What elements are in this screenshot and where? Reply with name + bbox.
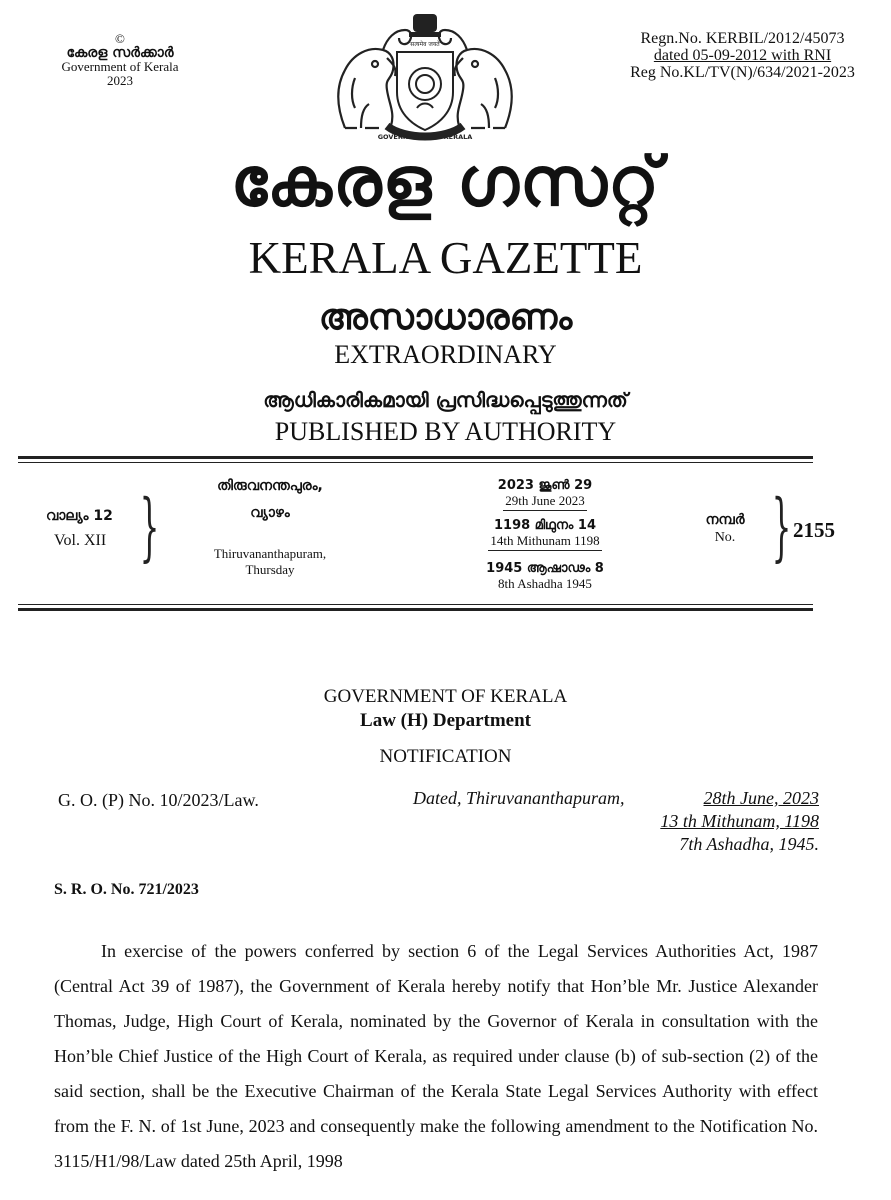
extraordinary-malayalam: അസാധാരണം <box>318 297 573 338</box>
notice-date-malayalam-era: 13 th Mithunam, 1198 <box>660 811 819 831</box>
notice-date-saka: 7th Ashadha, 1945. <box>679 834 819 854</box>
date-gregorian-malayalam: 2023 ജൂൺ 29 <box>497 478 593 493</box>
divider-top-thin <box>18 462 813 463</box>
date-kollam-english: 14th Mithunam 1198 <box>488 533 601 551</box>
notification-body: In exercise of the powers conferred by section 6 of the Legal Services Authorities Act, 1987 (Central Act 39 of 1987), the Government of Kerala hereby notify that Hon’ble Mr. Justice Alexander Thomas, Judge, High Court of Kerala, nominated by the Governor of Kerala in consultation with the Hon’ble Chief Justice of the High Court of Kerala, as required under clause (b) of sub-section (2) of the said section, shall be the Executive Chairman of the Kerala State Legal Services Authority with effect from the F. N. of 1st June, 2023 and consequently make the following amendment to the Notification No. 3115/H1/98/Law dated 25th April, 1998 <box>54 941 818 1171</box>
date-kollam <box>455 518 635 551</box>
number-label-malayalam: നമ്പർ <box>705 512 745 528</box>
day-english: Thursday <box>245 562 295 577</box>
date-gregorian <box>455 478 635 511</box>
publisher-malayalam: കേരള സർക്കാർ <box>66 45 174 61</box>
publisher-english: Government of Kerala <box>61 59 179 74</box>
divider-bottom-thin <box>18 604 813 605</box>
government-heading: GOVERNMENT OF KERALA <box>323 686 568 707</box>
day-malayalam: വ്യാഴം <box>250 505 290 521</box>
issue-number: 2155 <box>793 518 835 542</box>
regn-line-2: dated 05-09-2012 with RNI <box>653 47 832 64</box>
regn-line-1: Regn.No. KERBIL/2012/45073 <box>640 30 845 47</box>
date-gregorian-english: 29th June 2023 <box>503 493 586 511</box>
date-saka-malayalam: 1945 ആഷാഢം 8 <box>486 561 604 576</box>
notice-date-english: 28th June, 2023 <box>703 788 819 808</box>
copyright-symbol: © <box>115 31 125 46</box>
gazette-title-malayalam: കേരള ഗസറ്റ് <box>230 143 661 222</box>
registration-block <box>610 30 875 81</box>
dated-label: Dated, Thiruvananthapuram, <box>413 788 625 808</box>
number-label-english: No. <box>714 530 736 545</box>
divider-bottom-thick <box>18 608 813 611</box>
place-english: Thiruvananthapuram, <box>213 546 327 561</box>
notification-heading: NOTIFICATION <box>379 746 512 767</box>
published-by-authority-malayalam: ആധികാരികമായി പ്രസിദ്ധപ്പെടുത്തുന്നത് <box>263 388 628 412</box>
place-malayalam: തിരുവനന്തപുരം, <box>217 478 323 494</box>
go-number: G. O. (P) No. 10/2023/Law. <box>58 790 259 810</box>
published-by-authority-english: PUBLISHED BY AUTHORITY <box>274 417 617 446</box>
copyright-year: 2023 <box>107 73 133 88</box>
date-saka <box>455 561 635 592</box>
gazette-title-english: KERALA GAZETTE <box>248 233 643 283</box>
sro-number: S. R. O. No. 721/2023 <box>54 881 199 898</box>
date-kollam-malayalam: 1198 മിഥുനം 14 <box>494 518 596 533</box>
emblem-ribbon-text: GOVERNMENT OF KERALA <box>377 133 473 141</box>
volume-english: Vol. XII <box>54 532 107 549</box>
extraordinary-english: EXTRAORDINARY <box>334 340 557 369</box>
regn-line-3: Reg No.KL/TV(N)/634/2021-2023 <box>630 64 855 81</box>
kerala-emblem-icon <box>325 8 525 144</box>
volume-malayalam: വാല്യം 12 <box>46 508 113 524</box>
copyright-block <box>40 32 200 88</box>
right-brace-icon: } <box>771 484 792 570</box>
date-saka-english: 8th Ashadha 1945 <box>498 576 592 591</box>
divider-top-thick <box>18 456 813 459</box>
place-day-english <box>190 546 350 578</box>
emblem-motto: सत्यमेव जयते <box>410 41 440 48</box>
department-heading: Law (H) Department <box>360 710 531 731</box>
right-brace-icon: } <box>139 484 160 570</box>
